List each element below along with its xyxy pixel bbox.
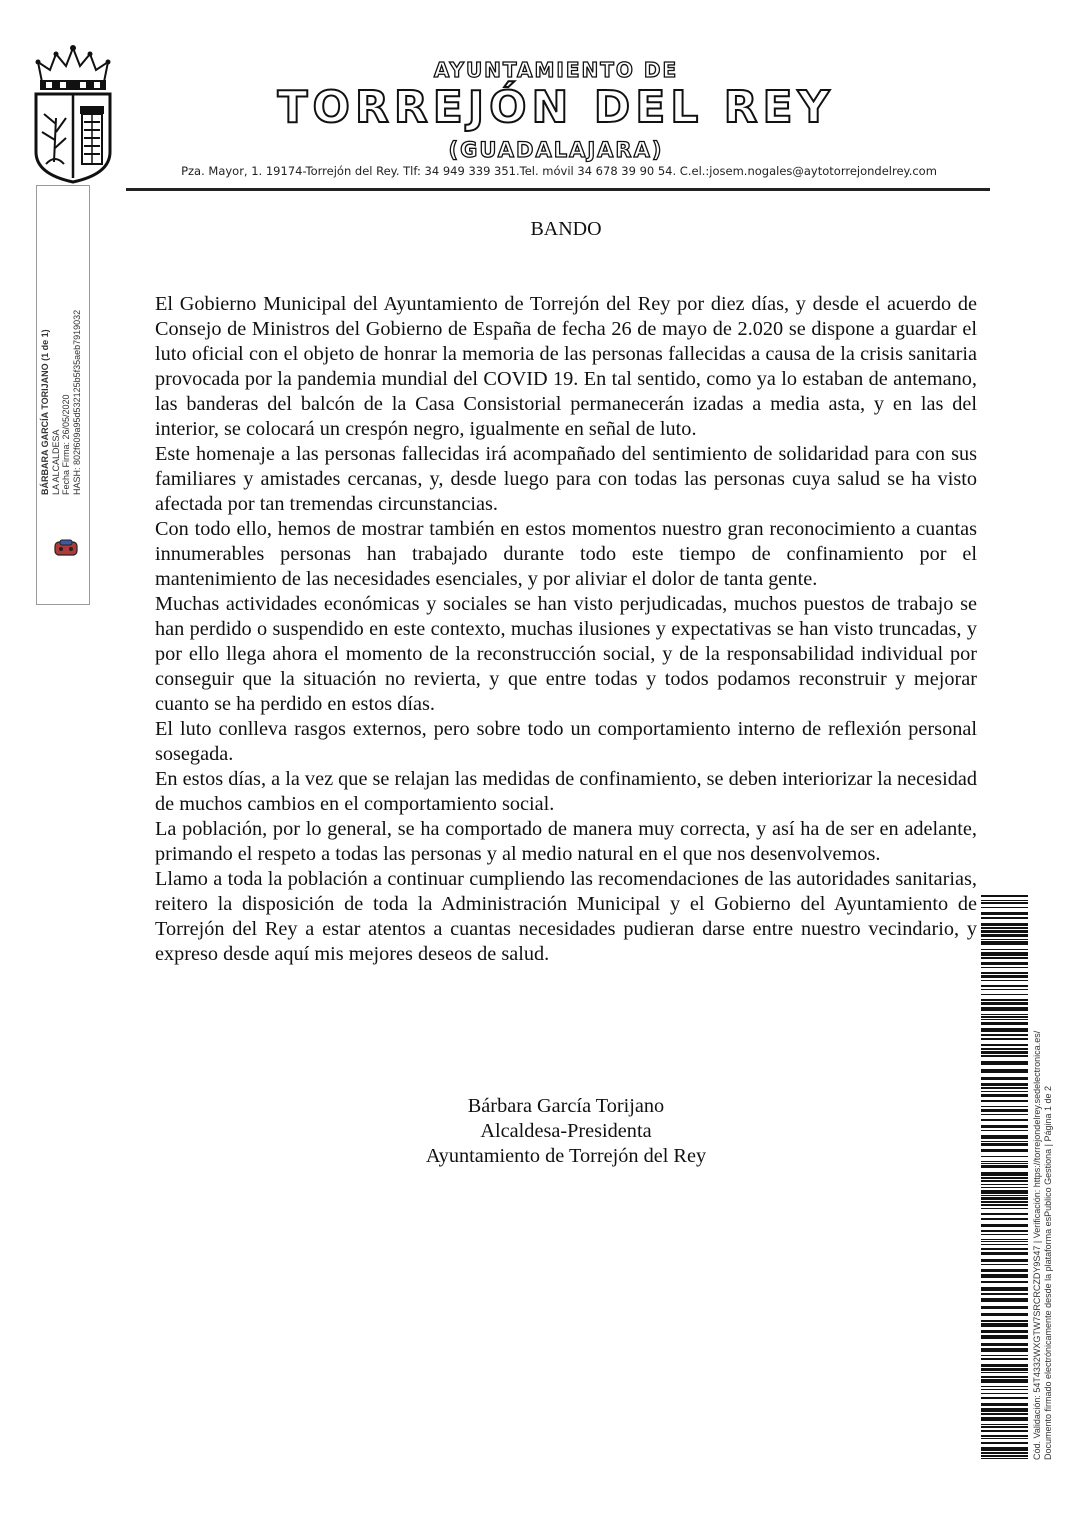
barcode-bar xyxy=(981,895,1028,897)
barcode-bar xyxy=(981,1197,1028,1200)
barcode-bar xyxy=(981,1355,1028,1356)
header-ayuntamiento-de: AYUNTAMIENTO DE xyxy=(433,58,679,82)
barcode-bar xyxy=(981,1343,1028,1346)
barcode-bar xyxy=(981,1149,1028,1152)
barcode-bar xyxy=(981,1184,1028,1185)
signature-hash: HASH: 802f609a95d532125b5f35aeb7919032 xyxy=(71,309,82,495)
barcode-bar xyxy=(981,1293,1028,1295)
barcode-bar xyxy=(981,1313,1028,1316)
barcode-bar xyxy=(981,1435,1028,1437)
barcode-bar xyxy=(981,1368,1028,1371)
barcode-bar xyxy=(981,1119,1028,1121)
signatory-position: Alcaldesa-Presidenta xyxy=(480,1120,652,1142)
signer-name: BÁRBARA GARCÍA TORIJANO (1 de 1) xyxy=(40,329,50,495)
barcode-bar xyxy=(981,985,1028,987)
barcode-bar xyxy=(981,1408,1028,1412)
paragraph: Muchas actividades económicas y sociales se han visto perjudicadas, muchos puestos de trabajo se han perdido o suspendido en este contexto, muchas ilusiones y expectativas se han visto truncadas, y por ello llega ahora el momento de la reconstrucción social, y de la responsabilidad individual por conseguir que la situación no revierta, y que entre todas y todos podamos reconstruir y mejorar cuanto se ha perdido en estos días. xyxy=(155,593,977,715)
verification-platform: Documento firmado electrónicamente desde la plataforma esPublico Gestiona | Página 1 de 2 xyxy=(1043,1085,1053,1460)
barcode-bar xyxy=(981,1141,1028,1142)
barcode-bar xyxy=(981,1287,1028,1291)
barcode-bar xyxy=(981,1044,1028,1046)
barcode-bar xyxy=(981,1403,1028,1406)
header-town-name: TORREJÓN DEL REY xyxy=(277,82,835,133)
barcode-bar xyxy=(981,1213,1028,1215)
barcode-bar xyxy=(981,1094,1028,1097)
barcode-bar xyxy=(981,1452,1028,1454)
barcode-bar xyxy=(981,1218,1028,1220)
barcode-bar xyxy=(981,1106,1028,1107)
barcode-bar xyxy=(981,1348,1028,1352)
barcode-bar xyxy=(981,1379,1028,1383)
barcode-bar xyxy=(981,1028,1028,1032)
barcode-bar xyxy=(981,989,1028,990)
paragraph: El Gobierno Municipal del Ayuntamiento de Torrejón del Rey por diez días, y desde el acuerdo de Consejo de Ministros del Gobierno de España de fecha 26 de mayo de 2.020 se dispone a guardar el luto oficial con el objeto de honrar la memoria de las personas fallecidas a causa de la crisis sanitaria provocada por la pandemia mundial del COVID 19. En tal sentido, como ya lo estaban de antemano, las banderas del balcón de la Casa Consistorial permanecerán izadas a media asta, y en las del interior, se colocará un crespón negro, igualmente en señal de luto. xyxy=(155,293,977,440)
paragraph: La población, por lo general, se ha comportado de manera muy correcta, y así ha de ser en adelante, primando el respeto a todas las personas y al medio natural en el que nos desenvolvemos. xyxy=(155,818,977,865)
barcode-bar xyxy=(981,980,1028,981)
barcode-bar xyxy=(981,1007,1028,1011)
barcode-bar xyxy=(981,1077,1028,1080)
barcode-bar xyxy=(981,1413,1028,1415)
barcode-bar xyxy=(981,1424,1028,1425)
barcode-bar xyxy=(981,1230,1028,1232)
barcode-bar xyxy=(981,975,1028,978)
document-title: BANDO xyxy=(530,218,602,240)
barcode-bar xyxy=(981,1204,1028,1206)
barcode-bar xyxy=(981,1252,1028,1255)
barcode-bar xyxy=(981,1320,1028,1322)
paragraph: Llamo a toda la población a continuar cumpliendo las recomendaciones de las autoridades sanitarias, reitero la disposición de toda la Administración Municipal y el Gobierno del Ayuntamiento de Torrejón del Rey a estar atentos a cuantas necesidades pudieran darse entre nuestro vecindario, y expreso desde aquí mis mejores deseos de salud. xyxy=(155,868,977,965)
barcode-bar xyxy=(981,1022,1028,1025)
barcode-bar xyxy=(981,1323,1028,1327)
barcode-bar xyxy=(981,1002,1028,1005)
barcode-bar xyxy=(981,1016,1028,1018)
barcode-bar xyxy=(981,1397,1028,1399)
barcode-bar xyxy=(981,917,1028,919)
barcode-bar xyxy=(981,1114,1028,1115)
paragraph: En estos días, a la vez que se relajan las medidas de confinamiento, se deben interiorizar la necesidad de muchos cambios en el comportamiento social. xyxy=(155,768,977,815)
barcode-bar xyxy=(981,1330,1028,1333)
signature-date: Fecha Firma: 26/05/2020 xyxy=(61,394,71,495)
barcode-bar xyxy=(981,1135,1028,1139)
verification-text xyxy=(1032,1031,1054,1460)
barcode-bar xyxy=(981,1180,1028,1182)
barcode-bar xyxy=(981,934,1028,937)
barcode-bar xyxy=(981,1083,1028,1086)
barcode-bar xyxy=(981,927,1028,929)
barcode-bar xyxy=(981,1201,1028,1203)
barcode-bar xyxy=(981,962,1028,965)
signer-role: LA ALCALDESA xyxy=(50,429,61,495)
verification-barcode xyxy=(981,895,1028,1460)
barcode-bar xyxy=(981,1438,1028,1439)
barcode-bar xyxy=(981,1161,1028,1162)
barcode-bar xyxy=(981,902,1028,904)
barcode-bar xyxy=(981,994,1028,995)
barcode-bar xyxy=(981,1100,1028,1102)
barcode-bar xyxy=(981,1376,1028,1378)
barcode-bar xyxy=(981,1187,1028,1188)
signatory-institution: Ayuntamiento de Torrejón del Rey xyxy=(425,1145,707,1167)
barcode-bar xyxy=(981,923,1028,926)
barcode-bar xyxy=(981,1055,1028,1057)
barcode-bar xyxy=(981,1172,1028,1176)
barcode-bar xyxy=(981,1239,1028,1240)
barcode-bar xyxy=(981,1417,1028,1421)
barcode-bar xyxy=(981,912,1028,915)
barcode-bar xyxy=(981,1019,1028,1020)
barcode-bar xyxy=(981,1051,1028,1054)
header-address: Pza. Mayor, 1. 19174-Torrejón del Rey. Tlf: 34 949 339 351.Tel. móvil 34 678 39 90 54. C.el.:josem.nogales@aytotorrejondelrey.com xyxy=(181,164,937,178)
barcode-bar xyxy=(981,1165,1028,1168)
barcode-bar xyxy=(981,1426,1028,1428)
barcode-bar xyxy=(981,1372,1028,1373)
barcode-bar xyxy=(981,907,1028,908)
barcode-bar xyxy=(981,1125,1028,1128)
barcode-bar xyxy=(981,1038,1028,1040)
verification-code: Cód. Validación: 54T4332WXGTW7SRCRCZDY9S47 | Verificación: https://torrejondelrey.sedelectronica.es/ xyxy=(1032,1030,1042,1460)
barcode-bar xyxy=(981,1358,1028,1360)
barcode-bar xyxy=(981,1109,1028,1112)
barcode-bar xyxy=(981,1364,1028,1367)
barcode-bar xyxy=(981,1048,1028,1050)
signature-seal-icon xyxy=(52,538,80,558)
barcode-bar xyxy=(981,1241,1028,1242)
paragraph: El luto conlleva rasgos externos, pero sobre todo un comportamiento interno de reflexión personal sosegada. xyxy=(155,718,977,765)
barcode-bar xyxy=(981,1208,1028,1209)
barcode-bar xyxy=(981,1224,1028,1227)
header-divider xyxy=(126,188,990,191)
signatory-name: Bárbara García Torijano xyxy=(467,1095,665,1117)
barcode-bar xyxy=(981,1306,1028,1309)
barcode-bar xyxy=(981,952,1028,956)
barcode-bar xyxy=(981,972,1028,974)
barcode-bar xyxy=(981,930,1028,933)
paragraph: Con todo ello, hemos de mostrar también en estos momentos nuestro gran reconocimiento a cuantas innumerables personas han trabajado durante todo este tiempo de confinamiento por el mantenimiento de las necesidades esenciales, y por aliviar el dolor de tanta gente. xyxy=(155,518,977,590)
barcode-bar xyxy=(981,1087,1028,1089)
barcode-bar xyxy=(981,1298,1028,1302)
barcode-bar xyxy=(981,967,1028,968)
barcode-bar xyxy=(981,949,1028,950)
barcode-bar xyxy=(981,1259,1028,1262)
barcode-bar xyxy=(981,1389,1028,1390)
barcode-bar xyxy=(981,1061,1028,1065)
barcode-bar xyxy=(981,1248,1028,1250)
barcode-bar xyxy=(981,1386,1028,1387)
barcode-bar xyxy=(981,939,1028,940)
barcode-bar xyxy=(981,1143,1028,1146)
electronic-signature-text xyxy=(40,255,82,495)
barcode-bar xyxy=(981,1014,1028,1015)
barcode-bar xyxy=(981,941,1028,945)
paragraph: Este homenaje a las personas fallecidas irá acompañado del sentimiento de solidaridad para con sus familiares y amistades cercanas, y, desde luego para con todas las personas cuya salud se ha visto afectada por tan tremendas circunstancias. xyxy=(155,443,977,515)
barcode-bar xyxy=(981,1069,1028,1073)
header-province: (GUADALAJARA) xyxy=(448,138,664,162)
barcode-bar xyxy=(981,1455,1028,1457)
barcode-bar xyxy=(981,1130,1028,1131)
barcode-bar xyxy=(981,999,1028,1001)
barcode-bar xyxy=(981,1281,1028,1283)
barcode-bar xyxy=(981,1195,1028,1196)
municipal-coat-of-arms xyxy=(28,44,118,184)
barcode-bar xyxy=(981,1335,1028,1339)
barcode-bar xyxy=(981,1190,1028,1194)
barcode-bar xyxy=(981,900,1028,901)
barcode-bar xyxy=(981,1442,1028,1444)
barcode-bar xyxy=(981,1269,1028,1272)
barcode-bar xyxy=(981,1264,1028,1265)
barcode-bar xyxy=(981,1447,1028,1451)
barcode-bar xyxy=(981,1177,1028,1179)
barcode-bar xyxy=(981,1163,1028,1164)
signatory-block xyxy=(366,1094,766,1169)
barcode-bar xyxy=(981,1458,1028,1459)
barcode-bar xyxy=(981,1156,1028,1157)
barcode-bar xyxy=(981,1274,1028,1278)
document-body xyxy=(155,292,977,967)
barcode-bar xyxy=(981,1430,1028,1432)
barcode-bar xyxy=(981,1234,1028,1235)
barcode-bar xyxy=(981,1244,1028,1245)
barcode-bar xyxy=(981,1091,1028,1092)
barcode-bar xyxy=(981,1034,1028,1036)
barcode-bar xyxy=(981,1393,1028,1394)
barcode-bar xyxy=(981,957,1028,959)
